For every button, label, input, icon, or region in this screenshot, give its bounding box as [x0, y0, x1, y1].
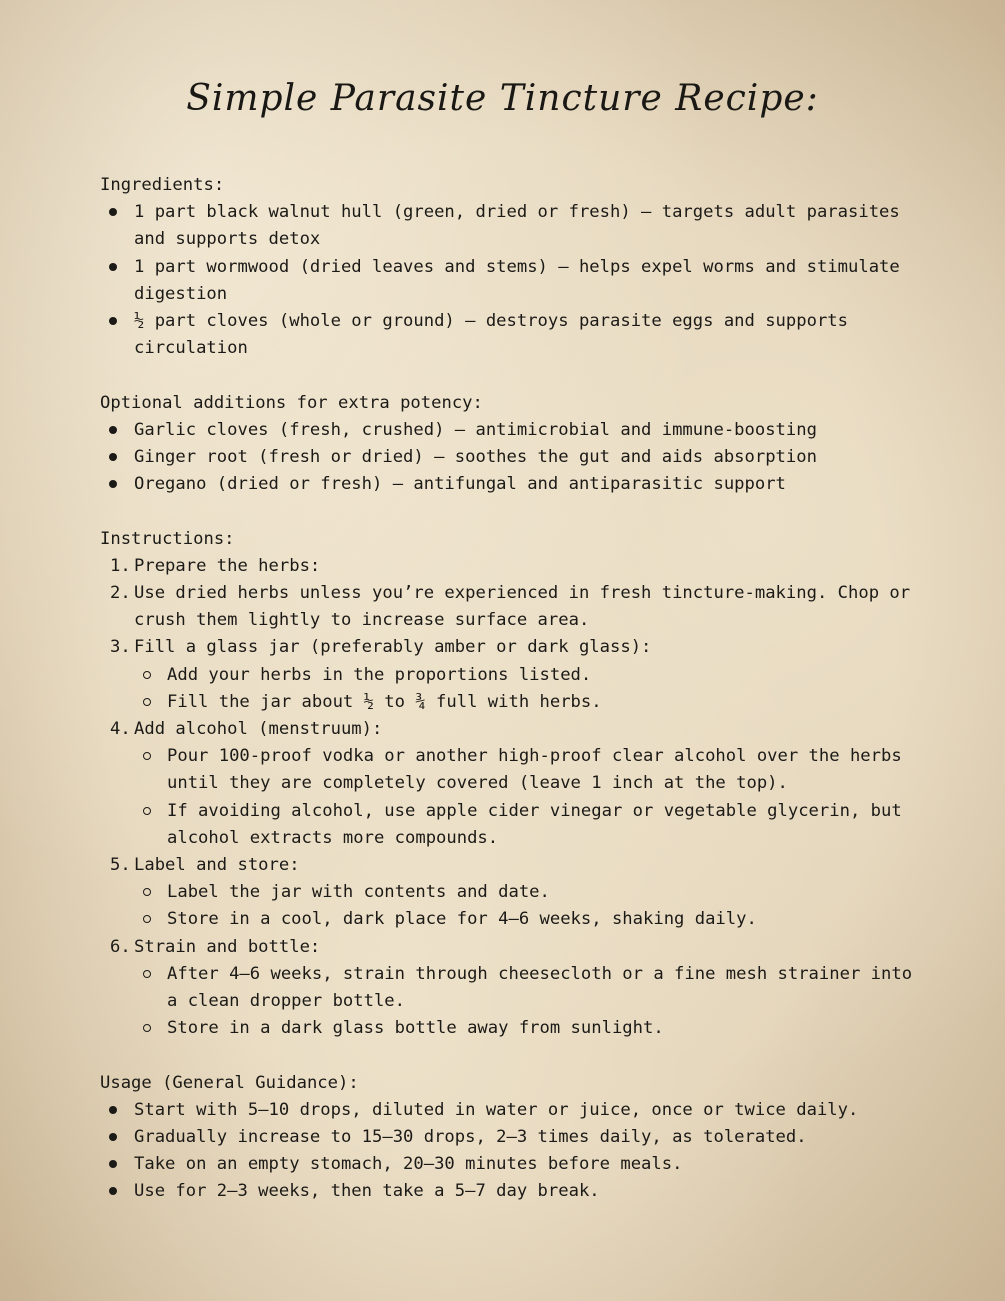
step-number: 6.	[110, 936, 131, 957]
sub-item: Add your herbs in the proportions listed.	[134, 662, 920, 689]
list-item: Oregano (dried or fresh) – antifungal and antiparasitic support	[100, 471, 920, 498]
sub-list	[134, 743, 920, 852]
page-title: Simple Parasite Tincture Recipe:	[186, 78, 819, 119]
list-item: Garlic cloves (fresh, crushed) – antimicrobial and immune-boosting	[100, 417, 920, 444]
sub-list	[134, 879, 920, 933]
list-item: ½ part cloves (whole or ground) – destroys parasite eggs and supports circulation	[100, 308, 920, 362]
step-item	[100, 852, 920, 934]
list-item: Ginger root (fresh or dried) – soothes the gut and aids absorption	[100, 444, 920, 471]
step-item	[100, 553, 920, 580]
list-item: Gradually increase to 15–30 drops, 2–3 times daily, as tolerated.	[100, 1124, 920, 1151]
optional-list	[100, 417, 920, 499]
sub-item: Store in a cool, dark place for 4–6 weeks, shaking daily.	[134, 906, 920, 933]
usage-section	[100, 1070, 920, 1206]
sub-item: Store in a dark glass bottle away from sunlight.	[134, 1015, 920, 1042]
step-item	[100, 580, 920, 634]
sub-list	[134, 961, 920, 1043]
sub-list	[134, 662, 920, 716]
step-number: 4.	[110, 719, 131, 740]
list-item: Use for 2–3 weeks, then take a 5–7 day break.	[100, 1178, 920, 1205]
ingredients-list	[100, 199, 920, 362]
list-item: Start with 5–10 drops, diluted in water or juice, once or twice daily.	[100, 1097, 920, 1124]
step-number: 3.	[110, 637, 131, 658]
instructions-heading: Instructions:	[100, 528, 235, 549]
ingredients-section	[100, 172, 920, 362]
step-text: Label and store:	[134, 855, 300, 876]
step-number: 2.	[110, 583, 131, 604]
ingredients-heading: Ingredients:	[100, 175, 225, 195]
step-text: Use dried herbs unless you’re experienced in fresh tincture-making. Chop or crush them lightly to increase surface area.	[134, 583, 911, 631]
instructions-list	[100, 553, 920, 1043]
step-text: Fill a glass jar (preferably amber or dark glass):	[134, 637, 652, 658]
sub-item: If avoiding alcohol, use apple cider vinegar or vegetable glycerin, but alcohol extracts more compounds.	[134, 798, 920, 852]
sub-item: Label the jar with contents and date.	[134, 879, 920, 906]
list-item: 1 part wormwood (dried leaves and stems) – helps expel worms and stimulate digestion	[100, 254, 920, 308]
step-item	[100, 634, 920, 716]
step-item	[100, 934, 920, 1043]
step-text: Prepare the herbs:	[134, 555, 321, 576]
optional-heading: Optional additions for extra potency:	[100, 392, 483, 413]
usage-list	[100, 1097, 920, 1206]
step-text: Strain and bottle:	[134, 936, 321, 957]
step-text: Add alcohol (menstruum):	[134, 719, 383, 740]
step-number: 5.	[110, 855, 131, 876]
sub-item: Pour 100-proof vodka or another high-proof clear alcohol over the herbs until they are completely covered (leave 1 inch at the top).	[134, 743, 920, 797]
list-item: Take on an empty stomach, 20–30 minutes before meals.	[100, 1151, 920, 1178]
recipe-content	[100, 172, 920, 1233]
list-item: 1 part black walnut hull (green, dried or fresh) – targets adult parasites and supports detox	[100, 199, 920, 253]
optional-section	[100, 390, 920, 499]
step-number: 1.	[110, 555, 131, 576]
instructions-section	[100, 526, 920, 1043]
sub-item: After 4–6 weeks, strain through cheesecloth or a fine mesh strainer into a clean dropper bottle.	[134, 961, 920, 1015]
usage-heading: Usage (General Guidance):	[100, 1072, 359, 1093]
sub-item: Fill the jar about ½ to ¾ full with herbs.	[134, 689, 920, 716]
step-item	[100, 716, 920, 852]
